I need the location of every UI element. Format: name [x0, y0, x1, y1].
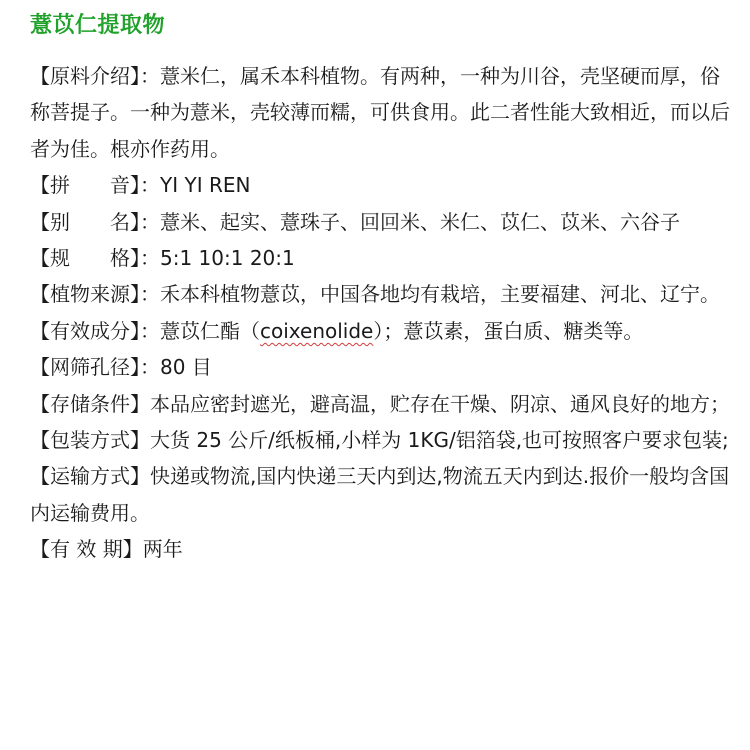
- section-text: 快递或物流,国内快递三天内到达,物流五天内到达.报价一般均含国内运输费用。: [30, 464, 730, 525]
- section-packaging: [30, 422, 730, 458]
- section-raw-material: [30, 58, 730, 167]
- section-shipping: [30, 458, 730, 531]
- section-label: 【运输方式】: [30, 464, 150, 489]
- section-label: 【原料介绍】：: [30, 64, 160, 88]
- section-text: 5:1 10:1 20:1: [160, 246, 295, 271]
- section-text: 本品应密封遮光，避高温，贮存在干燥、阴凉、通风良好的地方；: [150, 391, 730, 416]
- section-label: 【植物来源】：: [30, 282, 160, 307]
- section-text: 80 目: [160, 355, 212, 380]
- section-plant-source: [30, 276, 730, 312]
- spec-content: [30, 58, 730, 568]
- spellcheck-word: coixenolide: [260, 318, 374, 343]
- section-label: 【包装方式】: [30, 428, 150, 453]
- section-label: 【存储条件】: [30, 391, 150, 416]
- section-text-after: ）；薏苡素，蛋白质、糖类等。: [373, 318, 644, 343]
- section-pinyin: [30, 167, 730, 203]
- section-label: 【规 格】：: [30, 246, 160, 271]
- section-text: 薏米、起实、薏珠子、回回米、米仁、苡仁、苡米、六谷子: [160, 209, 680, 234]
- section-mesh-size: [30, 349, 730, 385]
- section-text: 薏米仁，属禾本科植物。有两种，一种为川谷，壳坚硬而厚，俗称菩提子。一种为薏米，壳较薄而糯，可供食用。此二者性能大致相近，而以后者为佳。根亦作药用。: [30, 64, 730, 161]
- section-shelf-life: [30, 531, 730, 567]
- section-text: 大货 25 公斤/纸板桶,小样为 1KG/铝箔袋,也可按照客户要求包装;: [150, 428, 729, 453]
- section-label: 【网筛孔径】：: [30, 355, 160, 380]
- section-alias: [30, 204, 730, 240]
- section-text: YI YI REN: [160, 173, 251, 198]
- section-label: 【有效成分】：: [30, 318, 160, 343]
- section-label: 【别 名】：: [30, 209, 160, 234]
- section-label: 【拼 音】：: [30, 173, 160, 198]
- section-storage: [30, 386, 730, 422]
- section-label: 【有 效 期】: [30, 537, 143, 562]
- section-active-ingredients: [30, 313, 730, 349]
- page-title: 薏苡仁提取物: [30, 13, 166, 38]
- section-text: 禾本科植物薏苡，中国各地均有栽培，主要福建、河北、辽宁。: [160, 282, 720, 307]
- section-specification: [30, 240, 730, 276]
- section-text-before: 薏苡仁酯（: [160, 318, 260, 343]
- section-text: 两年: [142, 537, 183, 562]
